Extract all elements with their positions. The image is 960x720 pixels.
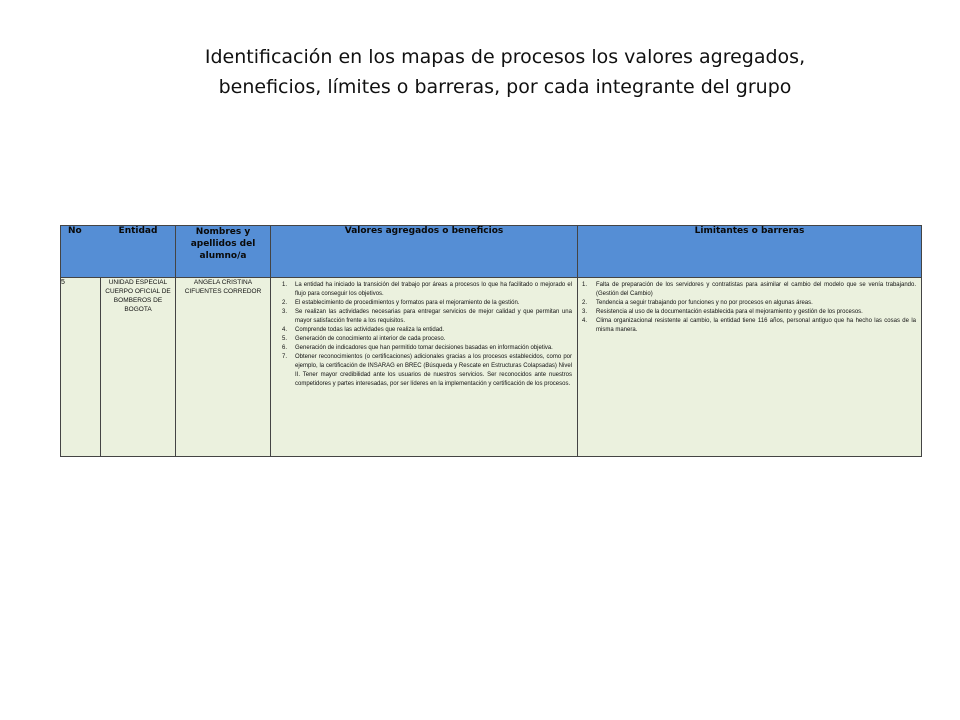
header-entidad: Entidad — [118, 226, 158, 236]
cell-valores — [271, 278, 578, 457]
list-item: Comprende todas las actividades que realiza la entidad. — [295, 327, 445, 333]
list-item: El establecimiento de procedimientos y formatos para el mejoramiento de la gestión. — [295, 300, 520, 306]
cell-limitantes — [578, 278, 922, 457]
title-line-2: beneficios, límites o barreras, por cada integrante del grupo — [218, 76, 792, 98]
list-item: Generación de conocimiento al interior de cada proceso. — [295, 336, 446, 342]
list-item: Obtener reconocimientos (o certificaciones) adicionales gracias a los procesos establecidos, como por ejemplo, la certificación de INSARAG en BREC (Búsqueda y Rescate en Estructuras Colapsadas) Nivel II. Tener mayor credibilidad ante los usuarios de nuestros servicios. Ser reconocidos ante nuestros competidores y partes interesadas, por ser líderes en la implementación y certificación de los procesos. — [295, 354, 572, 387]
list-item: Tendencia a seguir trabajando por funciones y no por procesos en algunas áreas. — [596, 300, 813, 306]
list-item: Resistencia al uso de la documentación establecida para el mejoramiento y gestión de los procesos. — [596, 309, 863, 315]
title-line-1: Identificación en los mapas de procesos los valores agregados, — [204, 46, 806, 68]
cell-entidad: UNIDAD ESPECIAL CUERPO OFICIAL DE BOMBEROS DE BOGOTA — [101, 278, 176, 457]
header-valores: Valores agregados o beneficios — [271, 226, 578, 278]
header-nombres: Nombres y apellidos del alumno/a — [176, 226, 271, 278]
data-table — [60, 225, 922, 457]
valores-list — [271, 281, 572, 389]
slide-title — [0, 42, 960, 102]
list-item: Falta de preparación de los servidores y contratistas para asimilar el cambio del modelo que se venía trabajando. (Gestión del Cambio) — [596, 282, 916, 297]
header-no-entidad — [61, 226, 176, 278]
table-header — [61, 226, 922, 278]
list-item: La entidad ha iniciado la transición del trabajo por áreas a procesos lo que ha facilitado o mejorado el flujo para conseguir los objetivos. — [295, 282, 572, 297]
list-item: Clima organizacional resistente al cambio, la entidad tiene 116 años, personal antiguo que ha hecho las cosas de la misma manera. — [596, 318, 916, 333]
header-no: No — [68, 226, 82, 236]
cell-nombre: ANGELA CRISTINA CIFUENTES CORREDOR — [176, 278, 271, 457]
limitantes-list — [578, 281, 916, 335]
cell-no: 5 — [61, 278, 101, 457]
list-item: Generación de indicadores que han permitido tomar decisiones basadas en información objetiva. — [295, 345, 553, 351]
header-limitantes: Limitantes o barreras — [578, 226, 922, 278]
table-row — [61, 278, 922, 457]
list-item: Se realizan las actividades necesarias para entregar servicios de mejor calidad y que permitan una mayor satisfacción frente a los requisitos. — [295, 309, 572, 324]
